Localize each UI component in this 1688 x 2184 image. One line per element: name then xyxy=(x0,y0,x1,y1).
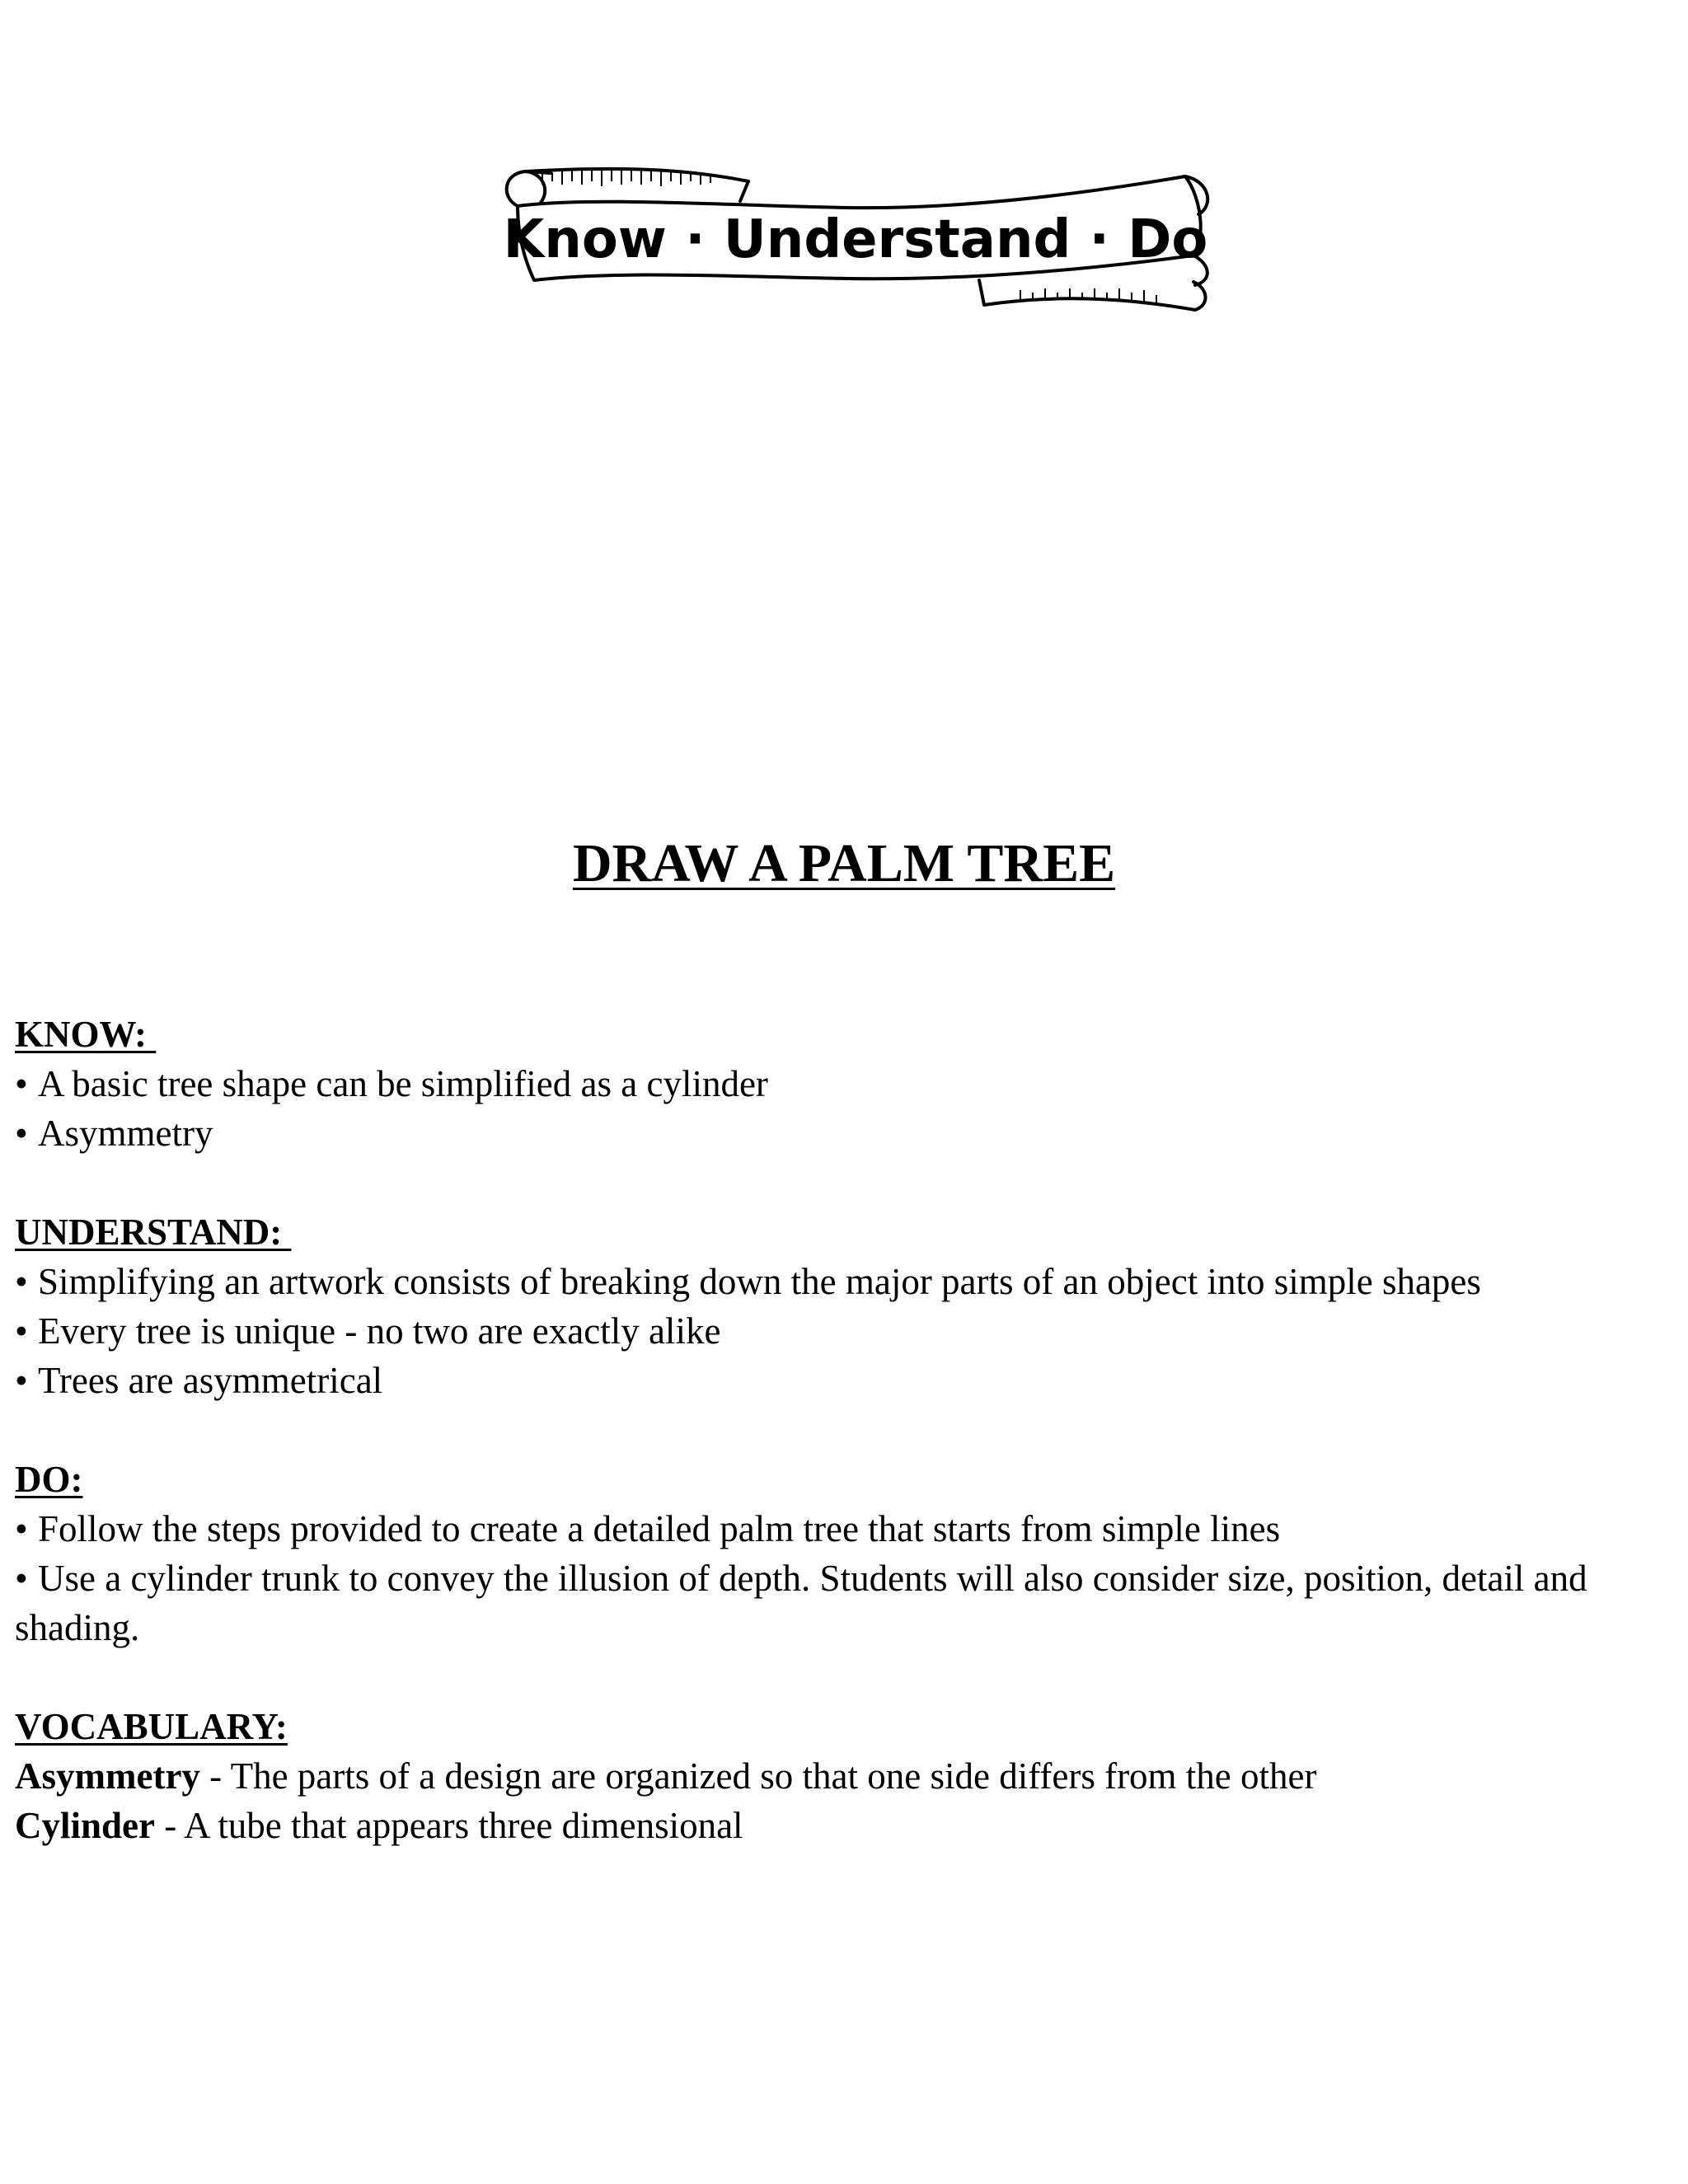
do-section xyxy=(15,1455,1672,1652)
do-heading: DO: xyxy=(15,1459,83,1500)
list-item xyxy=(15,1356,1672,1405)
list-item xyxy=(15,1257,1672,1306)
list-item xyxy=(15,1059,1672,1108)
logo-text: Know · Understand · Do xyxy=(503,209,1208,270)
list-item-text: Trees are asymmetrical xyxy=(38,1360,383,1401)
list-item xyxy=(15,1306,1672,1356)
vocabulary-heading: VOCABULARY: xyxy=(15,1706,288,1747)
list-item xyxy=(15,1554,1672,1652)
know-heading: KNOW: xyxy=(15,1014,157,1055)
bullet-icon: • xyxy=(15,1558,28,1599)
list-item-text: Every tree is unique - no two are exactly alike xyxy=(38,1310,721,1352)
vocabulary-definition: - A tube that appears three dimensional xyxy=(155,1805,743,1846)
vocabulary-term: Cylinder xyxy=(15,1805,156,1846)
know-section xyxy=(15,1010,1672,1158)
list-item xyxy=(15,1504,1672,1554)
bullet-icon: • xyxy=(15,1261,28,1302)
bullet-icon: • xyxy=(15,1360,28,1401)
list-item-text: A basic tree shape can be simplified as a cylinder xyxy=(38,1063,768,1104)
bullet-icon: • xyxy=(15,1113,28,1154)
list-item-text: Follow the steps provided to create a detailed palm tree that starts from simple lines xyxy=(38,1508,1281,1549)
bullet-icon: • xyxy=(15,1310,28,1352)
bullet-icon: • xyxy=(15,1063,28,1104)
vocabulary-definition: - The parts of a design are organized so that one side differs from the other xyxy=(199,1755,1317,1797)
understand-section xyxy=(15,1207,1672,1405)
list-item-text: Use a cylinder trunk to convey the illusion of depth. Students will also consider size, position, detail and shading. xyxy=(15,1558,1597,1648)
ribbon-banner-icon xyxy=(493,148,1218,313)
lesson-content xyxy=(15,1010,1672,1900)
list-item xyxy=(15,1108,1672,1158)
vocabulary-section xyxy=(15,1702,1672,1850)
vocabulary-term: Asymmetry xyxy=(15,1755,200,1797)
know-understand-do-banner-logo xyxy=(493,148,1218,313)
understand-heading: UNDERSTAND: xyxy=(15,1212,292,1253)
vocabulary-entry xyxy=(15,1801,1672,1850)
vocabulary-entry xyxy=(15,1751,1672,1801)
page-title: DRAW A PALM TREE xyxy=(572,833,1116,893)
list-item-text: Asymmetry xyxy=(38,1113,213,1154)
bullet-icon: • xyxy=(15,1508,28,1549)
list-item-text: Simplifying an artwork consists of breaking down the major parts of an object into simple shapes xyxy=(38,1261,1481,1302)
